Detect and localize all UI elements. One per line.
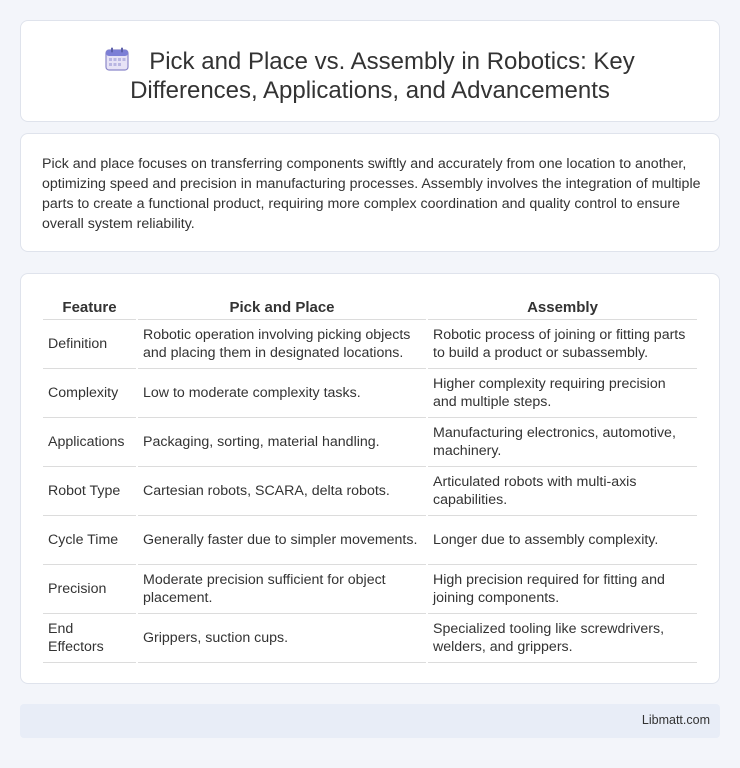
feature-cell: Cycle Time [43, 515, 137, 564]
table-header-row [43, 294, 698, 319]
pick-cell: Packaging, sorting, material handling. [137, 417, 427, 466]
table-row [43, 564, 698, 613]
header-assembly: Assembly [427, 294, 698, 319]
feature-cell: Precision [43, 564, 137, 613]
summary-card [20, 133, 720, 252]
table-row [43, 613, 698, 662]
footer [20, 704, 720, 738]
pick-cell: Grippers, suction cups. [137, 613, 427, 662]
comparison-card [20, 273, 720, 684]
feature-cell: End Effectors [43, 613, 137, 662]
assembly-cell: Higher complexity requiring precision and multiple steps. [427, 368, 698, 417]
table-row [43, 466, 698, 515]
table-row [43, 319, 698, 368]
page-title-text: Pick and Place vs. Assembly in Robotics: Key Differences, Applications, and Advancements [130, 48, 635, 104]
feature-cell: Applications [43, 417, 137, 466]
table-row [43, 515, 698, 564]
header-pick-and-place: Pick and Place [137, 294, 427, 319]
pick-cell: Low to moderate complexity tasks. [137, 368, 427, 417]
feature-cell: Definition [43, 319, 137, 368]
assembly-cell: Robotic process of joining or fitting parts to build a product or subassembly. [427, 319, 698, 368]
feature-cell: Robot Type [43, 466, 137, 515]
title-card [20, 20, 720, 122]
pick-cell: Robotic operation involving picking objects and placing them in designated locations. [137, 319, 427, 368]
feature-cell: Complexity [43, 368, 137, 417]
table-row [43, 417, 698, 466]
pick-cell: Cartesian robots, SCARA, delta robots. [137, 466, 427, 515]
pick-cell: Generally faster due to simpler movements. [137, 515, 427, 564]
comparison-table [43, 294, 699, 663]
summary-text: Pick and place focuses on transferring components swiftly and accurately from one location to another, optimizing speed and precision in manufacturing processes. Assembly involves the integration of multiple parts to create a functional product, requiring more complex coordination and quality control to ensure overall system reliability. [42, 156, 701, 232]
footer-brand[interactable]: Libmatt.com [641, 713, 710, 727]
pick-cell: Moderate precision sufficient for object placement. [137, 564, 427, 613]
header-feature: Feature [43, 294, 137, 319]
assembly-cell: Manufacturing electronics, automotive, machinery. [427, 417, 698, 466]
table-row [43, 368, 698, 417]
assembly-cell: Longer due to assembly complexity. [427, 515, 698, 564]
assembly-cell: Specialized tooling like screwdrivers, welders, and grippers. [427, 613, 698, 662]
assembly-cell: High precision required for fitting and joining components. [427, 564, 698, 613]
page-title [21, 47, 719, 105]
calendar-icon [105, 47, 129, 71]
assembly-cell: Articulated robots with multi-axis capabilities. [427, 466, 698, 515]
